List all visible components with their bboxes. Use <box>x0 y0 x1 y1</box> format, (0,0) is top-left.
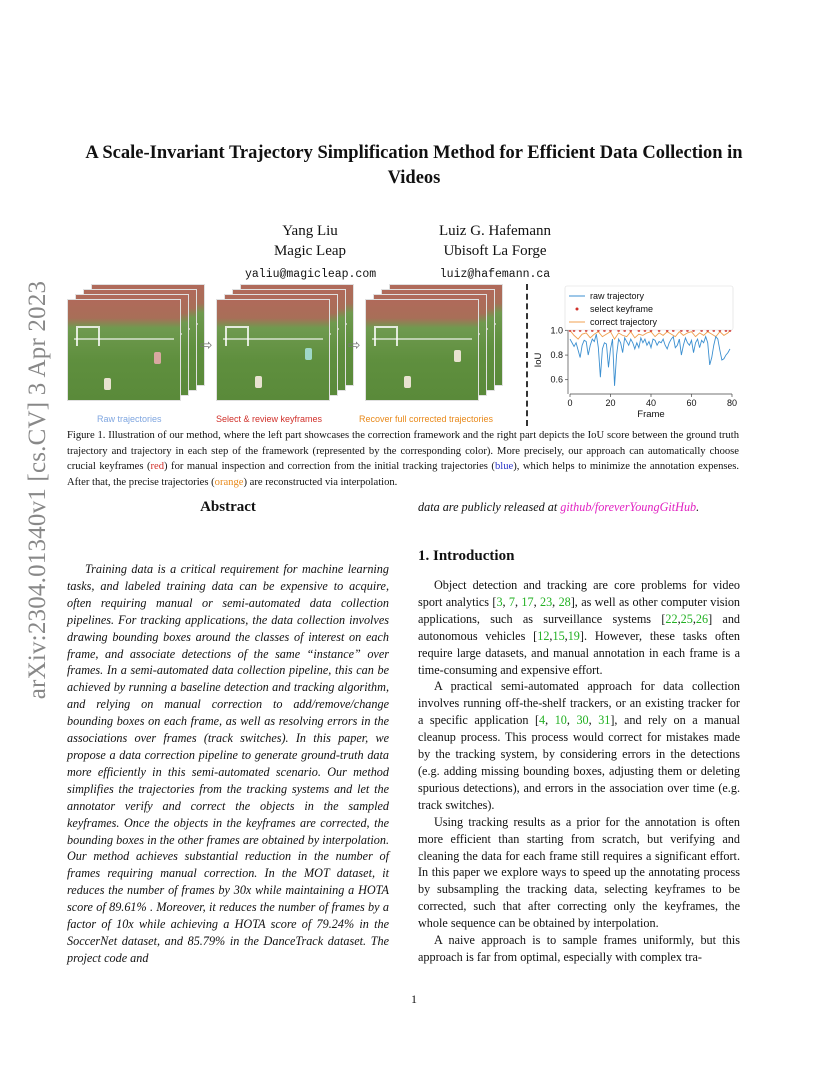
figure-label-recover: Recover full corrected trajectories <box>359 414 494 424</box>
y-axis-label: IoU <box>533 352 544 368</box>
intro-paragraph: A naive approach is to sample frames uniformly, but this approach is far from optimal, especially with complex tra- <box>418 933 740 964</box>
abstract-heading: Abstract <box>200 499 256 515</box>
author-block-2 <box>425 221 565 285</box>
abstract-body: Training data is a critical requirement for machine learning tasks, and labeled training data can be expensive to acquire, often requiring manual or semi-automated data collection pipelines. For tracking applications, the data collection involves drawing bounding boxes around the classes of interest on each frame, and associate detections of the same “instance” over frames. In a semi-automated data collection pipeline, this can be achieved by running a baseline detection and tracking algorithm, and relying on manual correction to add/remove/change bounding boxes on each frame, as well as resolving errors in the associations over frames (track switches). In this paper, we propose a data correction pipeline to generate ground-truth data more efficiently in this semi-automated scenario. Our method simplifies the trajectories from the tracking systems and let the annotator verify and correct the objects in the sampled keyframes. Once the objects in the keyframes are corrected, the bounding boxes in the other frames are obtained by interpolation. Our method achieves substantial reduction in the number of frames requiring manual correction. In the MOT dataset, it reduces the number of frames by 30x while maintaining a HOTA score of 89.61% . Moreover, it reduces the number of frames by a factor of 10x while achieving a HOTA score of 79.24% in the SoccerNet dataset, and 85.79% in the DanceTrack dataset. The project code and <box>67 562 389 965</box>
caption-blue: blue <box>494 461 514 472</box>
recovered-frame-stack <box>365 284 505 409</box>
author-name: Luiz G. Hafemann <box>438 223 552 239</box>
introduction-body <box>418 577 740 966</box>
arxiv-identifier-text: arXiv:2304.01340v1 [cs.CV] 3 Apr 2023 <box>24 280 51 700</box>
legend-entry: correct trajectory <box>590 317 658 327</box>
goal-post <box>225 326 249 346</box>
citation[interactable]: 26 <box>695 611 709 626</box>
citation[interactable]: 19 <box>567 628 580 643</box>
goal-post <box>76 326 100 346</box>
arxiv-identifier <box>8 280 68 700</box>
author-affiliation: Magic Leap <box>273 243 347 259</box>
video-frame <box>365 299 479 401</box>
citation[interactable]: 25 <box>680 611 693 626</box>
raw-trajectory-line <box>570 334 730 386</box>
player-figure <box>305 348 312 360</box>
github-link[interactable]: github/foreverYoungGitHub <box>560 500 697 514</box>
y-tick-label: 0.6 <box>550 374 563 385</box>
author-email[interactable]: luiz@hafemann.ca <box>439 268 551 281</box>
citation[interactable]: 17 <box>521 594 534 609</box>
x-tick-label: 80 <box>726 398 738 408</box>
x-tick-label: 0 <box>567 398 573 408</box>
x-tick-label: 40 <box>645 398 657 408</box>
data-release-note: data are publicly released at github/foreverYoungGitHub. <box>418 500 700 514</box>
goal-post <box>374 326 398 346</box>
figure-label-select: Select & review keyframes <box>216 414 323 424</box>
player-figure <box>454 350 461 362</box>
video-frame <box>216 299 330 401</box>
arrow-right-icon: ⇨ <box>200 336 213 354</box>
caption-red: red <box>150 461 165 472</box>
x-tick-label: 60 <box>686 398 697 408</box>
y-tick-label: 1.0 <box>550 325 563 336</box>
y-tick-label: 0.8 <box>550 350 563 361</box>
figure-label-raw: Raw trajectories <box>97 414 162 424</box>
legend-entry: select keyframe <box>590 304 654 314</box>
paper-title: A Scale-Invariant Trajectory Simplification Method for Efficient Data Collection in Videos <box>85 143 743 188</box>
legend-entry: raw trajectory <box>590 291 645 301</box>
author-email[interactable]: yaliu@magicleap.com <box>245 268 377 281</box>
x-axis-label: Frame <box>637 409 665 420</box>
x-tick-label: 20 <box>605 398 616 408</box>
citation[interactable]: 30 <box>576 713 589 728</box>
page-number: 1 <box>411 992 417 1006</box>
citation[interactable]: 15 <box>552 628 565 643</box>
caption-orange: orange <box>214 476 244 488</box>
player-figure <box>404 376 411 388</box>
figure-divider <box>526 284 528 426</box>
introduction-heading: 1. Introduction <box>418 548 515 564</box>
player-figure <box>154 352 161 364</box>
raw-frame-stack <box>67 284 207 409</box>
citation[interactable]: 12 <box>537 628 550 643</box>
iou-chart <box>530 280 760 430</box>
author-affiliation: Ubisoft La Forge <box>443 243 547 259</box>
citation[interactable]: 4 <box>539 713 546 728</box>
citation[interactable]: 23 <box>539 594 553 609</box>
intro-paragraph: Object detection and tracking are core problems for video sport analytics [3, 7, 17, 23, 28], as well as other computer vision applications, such as surveillance systems [22,25,26] and autonomous vehicles [12,15,19]. However, these tasks often require large datasets, and manual annotation in each frame is a time-consuming and expensive effort. <box>418 578 741 677</box>
player-figure <box>255 376 262 388</box>
author-name: Yang Liu <box>282 223 338 239</box>
citation[interactable]: 28 <box>558 594 571 609</box>
citation[interactable]: 3 <box>496 594 503 609</box>
author-block-1 <box>245 221 375 285</box>
citation[interactable]: 31 <box>598 713 611 728</box>
player-figure <box>104 378 111 390</box>
legend-swatch <box>576 308 579 311</box>
citation[interactable]: 7 <box>508 594 516 609</box>
intro-paragraph: A practical semi-automated approach for data collection involves running off-the-shelf trackers, or an existing tracker for a specific application [4, 10, 30, 31], and rely on a manual cleanup process. This process would correct for mistakes made by the tracking system, by considering errors in the detections (e.g. adding missing bounding boxes, adjusting them or deleting spurious detections), and errors in the association over time (e.g. track switches). <box>418 679 741 812</box>
citation[interactable]: 22 <box>665 611 678 626</box>
video-frame <box>67 299 181 401</box>
keyframe-stack <box>216 284 356 409</box>
figure-caption: Figure 1. Illustration of our method, where the left part showcases the correction framework and the right part depicts the IoU score between the ground truth trajectory and trajectory in each step of the framework (represented by the corresponding color). More precisely, our approach can automatically choose crucial keyframes (red) for manual inspection and correction from the initial tracking trajectories (blue), which helps to minimize the annotation expenses. After that, the precise trajectories (orange) are reconstructed via interpolation. <box>67 430 739 488</box>
citation[interactable]: 10 <box>554 713 567 728</box>
intro-paragraph: Using tracking results as a prior for the annotation is often more efficient than starting from scratch, but verifying and cleaning the data for each frame still requires a significant effort. In this paper we explore ways to speed up the annotating process by subsampling the tracking data, selecting keyframes to be corrected, such that after correcting only the keyframes, the whole sequence can be obtained by interpolation. <box>418 814 740 931</box>
arrow-right-icon: ⇨ <box>348 336 361 354</box>
